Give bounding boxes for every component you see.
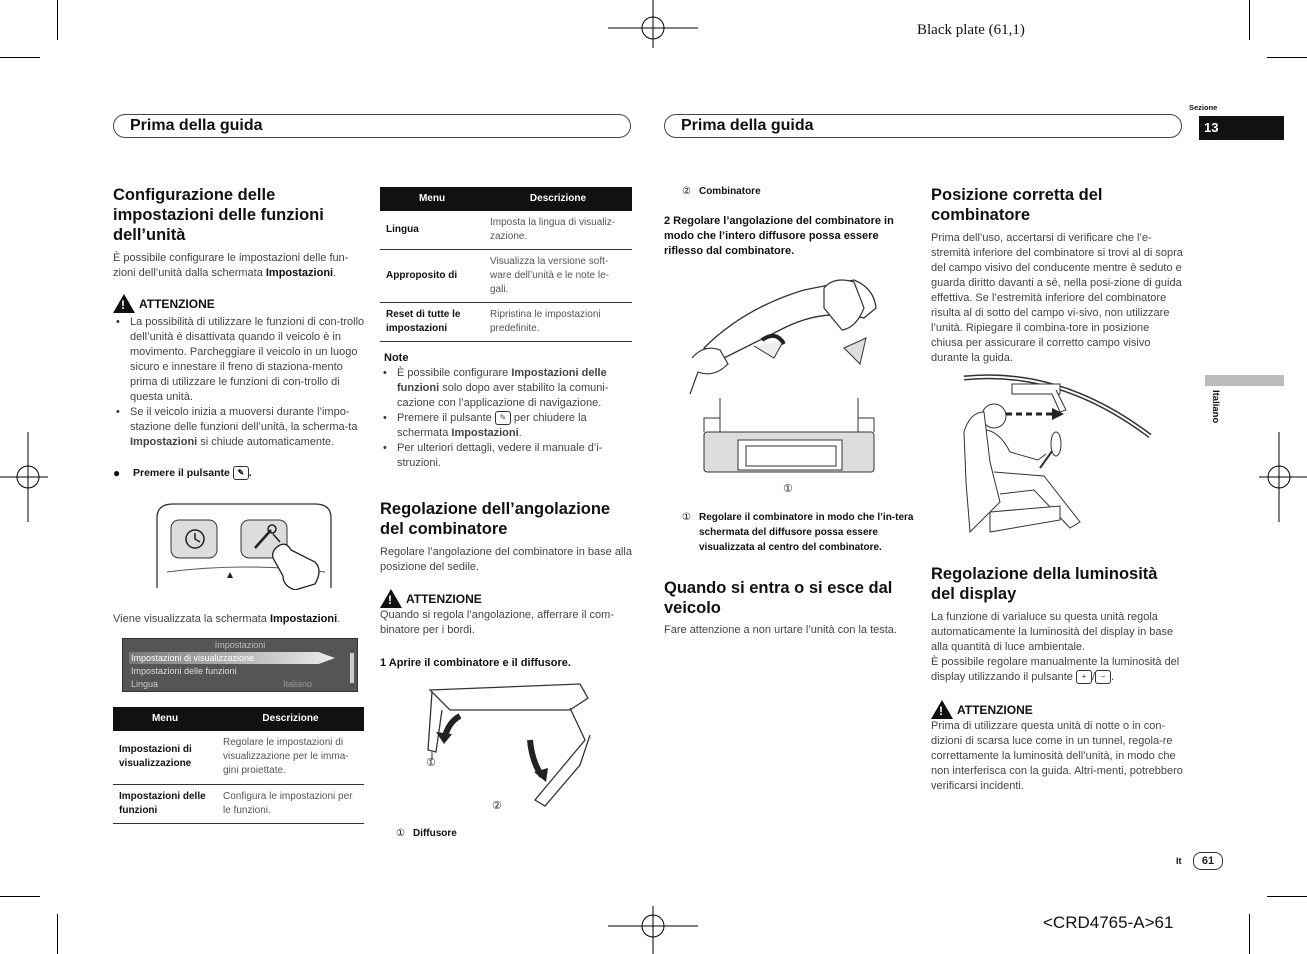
document-code: <CRD4765-A>61 — [1043, 913, 1174, 932]
section-title: Quando si entra o si esce dal veicolo — [664, 579, 893, 617]
press-step: ● Premere il pulsante ✎ . — [113, 466, 252, 480]
list-item: • È possibile configurare Impostazioni delle funzioni solo dopo aver stabilito la comuni-cazione con l’applicazione di navigazione. — [397, 366, 632, 411]
combiner-adjust-illustration — [684, 268, 894, 480]
screen-row[interactable]: Impostazioni delle funzioni — [131, 666, 237, 676]
combiner-open-illustration — [420, 680, 600, 810]
screen-value: Italiano — [283, 679, 313, 689]
warning-icon — [113, 294, 135, 313]
body-text: La funzione di varialuce su questa unità regola automaticamente la luminosità del display in base alla quantità di luce ambientale. — [931, 611, 1174, 653]
note-list — [380, 366, 632, 471]
warning-heading: ! ATTENZIONE — [931, 700, 1183, 719]
scrollbar[interactable] — [350, 653, 354, 683]
brightness-down-button-icon: − — [1095, 670, 1111, 684]
header-right: Prima della guida — [664, 114, 1182, 138]
step-2: 2 Regolare l’angolazione del combinatore in modo che l’intero diffusore possa essere riflesso dal combinatore. — [664, 215, 894, 257]
section-title: Regolazione dell’angolazione del combinatore — [380, 500, 611, 538]
section-label: Sezione — [1189, 103, 1218, 112]
settings-table — [113, 707, 364, 824]
intro-text: Fare attenzione a non urtare l’unità con la testa. — [664, 624, 897, 636]
list-item: • Premere il pulsante ✎ per chiudere la schermata Impostazioni. — [397, 411, 632, 441]
footer-lang: It — [1176, 856, 1182, 866]
warning-text: Quando si regola l’angolazione, afferrare il com-binatore per i bordi. — [380, 609, 614, 636]
brightness-up-button-icon: + — [1076, 670, 1092, 684]
table-header: Menu — [380, 187, 484, 211]
control-buttons-illustration — [155, 500, 335, 590]
language-tab: Italiano — [1210, 390, 1221, 424]
settings-button-icon: ✎ — [233, 466, 249, 480]
screen-shown-text: Viene visualizzata la schermata Impostazioni. — [113, 613, 341, 625]
warning-text: Prima di utilizzare questa unità di notte o in con-dizioni di scarsa luce come in un tunnel, regola-re correttamente la luminosità dell’unità, in modo che non interferisca con la guida. Altri-menti, potrebbero verificarsi incidenti. — [931, 720, 1183, 792]
column-4-brightness — [931, 564, 1183, 794]
header-left: Prima della guida — [113, 114, 631, 138]
warning-heading: ! ATTENZIONE — [380, 589, 632, 608]
screen-row[interactable]: Lingua — [131, 679, 159, 689]
figure-number: ① — [426, 757, 436, 769]
warning-list — [113, 315, 365, 450]
language-tab-bar — [1205, 375, 1284, 386]
body-text: È possibile regolare manualmente la luminosità del display utilizzando il pulsante + / − . — [931, 656, 1180, 683]
table-row: Lingua Imposta la lingua di visualiz-zazione. — [380, 211, 632, 250]
figure-number: ① — [783, 483, 793, 495]
column-1 — [113, 185, 365, 481]
column-4 — [931, 185, 1183, 366]
settings-screen — [122, 638, 358, 692]
screen-title: Impostazioni — [214, 640, 266, 650]
warning-icon — [380, 589, 402, 608]
table-header: Menu — [113, 707, 217, 731]
settings-button-icon: ✎ — [495, 411, 511, 425]
intro-text: Regolare l’angolazione del combinatore in base alla posizione del sedile. — [380, 546, 632, 573]
menu-table — [380, 187, 632, 342]
table-row: Impostazioni di visualizzazione Regolare le impostazioni di visualizzazione per le imma-gini proiettate. — [113, 731, 364, 784]
table-row: Impostazioni delle funzioni Configura le impostazioni per le funzioni. — [113, 784, 364, 823]
column-2 — [380, 351, 632, 671]
screen-row[interactable]: Impostazioni di visualizzazione — [131, 653, 255, 663]
warning-heading: ! ATTENZIONE — [113, 294, 365, 313]
figure-number: ② — [492, 800, 502, 812]
section-title: Configurazione delle impostazioni delle funzioni dell’unità — [113, 186, 324, 244]
driver-view-illustration — [960, 372, 1156, 540]
section-number: 13 — [1204, 120, 1219, 135]
body-text: Prima dell’uso, accertarsi di verificare che l’e-stremità inferiore del combinatore si trovi al di sopra del campo visivo del conducente mentre è seduto e guarda diritto davanti a sé, nella posi-zione di guida effettiva. Se l’estremità inferiore del combinatore risulta al di sotto del campo vi-sivo, non utilizzare l’unità. Ripiegare il combina-tore in posizione chiusa per assicurare il corretto campo visivo durante la guida. — [931, 232, 1183, 364]
section-title: Posizione corretta del combinatore — [931, 186, 1103, 224]
caption: ② Combinatore — [682, 186, 761, 197]
column-3-section — [664, 578, 914, 638]
caption: ① Regolare il combinatore in modo che l’in-tera schermata del diffusore possa essere visualizzata al centro del combinatore. — [682, 512, 914, 553]
intro-text: È possibile configurare le impostazioni delle fun-zioni dell’unità dalla schermata Impostazioni. — [113, 252, 349, 279]
caption: ① Diffusore — [396, 828, 457, 839]
step-1: 1 Aprire il combinatore e il diffusore. — [380, 657, 571, 669]
page-number: 61 — [1193, 852, 1223, 870]
table-row: Reset di tutte le impostazioni Ripristina le impostazioni predefinite. — [380, 303, 632, 342]
table-header: Descrizione — [217, 707, 364, 731]
plate-label: Black plate (61,1) — [917, 22, 1025, 38]
table-row: Approposito di Visualizza la versione soft-ware dell’unità e le note le-gali. — [380, 250, 632, 303]
section-tab — [1199, 116, 1284, 140]
list-item: • La possibilità di utilizzare le funzioni di con-trollo dell’unità è disattivata quando il veicolo è in movimento. Parcheggiare il veicolo in un luogo sicuro e innestare il freno di staziona-mento prima di utilizzare le funzioni di con-trollo di questa unità. — [130, 315, 365, 405]
note-heading: Note — [384, 352, 409, 364]
table-header: Descrizione — [484, 187, 632, 211]
list-item: • Se il veicolo inizia a muoversi durante l’impo-stazione delle funzioni dell’unità, la scherma-ta Impostazioni si chiude automaticamente. — [130, 405, 365, 450]
section-title: Regolazione della luminosità del display — [931, 565, 1158, 603]
list-item: • Per ulteriori dettagli, vedere il manuale d’i-struzioni. — [397, 441, 632, 471]
warning-icon — [931, 700, 953, 719]
